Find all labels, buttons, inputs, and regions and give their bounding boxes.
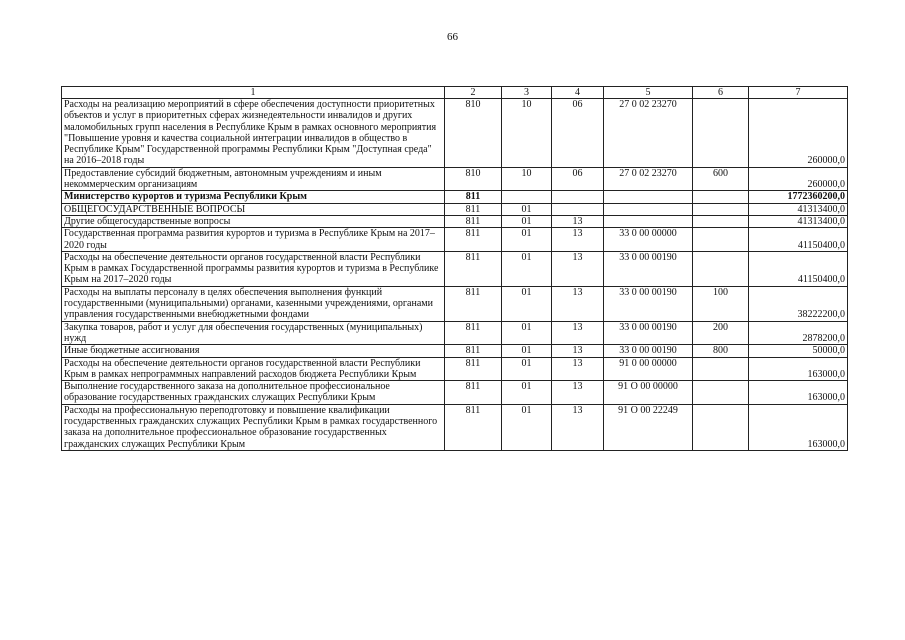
table-row [62,286,848,321]
code-cell: 811 [445,357,502,381]
name-cell: Расходы на реализацию мероприятий в сфере обеспечения доступности приоритетных объектов и услуг в приоритетных сферах жизнедеятельности инвалидов и других маломобильных групп населения в Республике Крым в рамках основного мероприятия "Повышение уровня и качества социальной интеграции инвалидов в общество в Республике Крым" Государственной программы Республики Крым "Доступная среда" на 2016–2018 годы [62,99,445,168]
name-cell: Расходы на профессиональную переподготовку и повышение квалификации государственных гражданских служащих Республики Крым в рамках государственного заказа на дополнительное профессиональное образование государственных гражданских служащих Республики Крым [62,404,445,450]
amount-cell: 163000,0 [749,381,848,405]
code-cell: 810 [445,99,502,168]
subsection-cell [552,191,604,203]
section-cell: 01 [502,321,552,345]
column-header-5: 5 [604,87,693,99]
name-cell: Государственная программа развития курортов и туризма в Республике Крым на 2017–2020 годы [62,228,445,252]
expense-type-cell [693,215,749,227]
table-row [62,99,848,168]
code-cell: 811 [445,191,502,203]
target-article-cell [604,215,693,227]
amount-cell: 1772360200,0 [749,191,848,203]
name-cell: Другие общегосударственные вопросы [62,215,445,227]
name-cell: Иные бюджетные ассигнования [62,345,445,357]
subsection-cell: 13 [552,321,604,345]
subsection-cell: 13 [552,381,604,405]
expense-type-cell [693,191,749,203]
section-cell: 01 [502,357,552,381]
code-cell: 811 [445,215,502,227]
target-article-cell: 33 0 00 00190 [604,345,693,357]
subsection-cell: 13 [552,286,604,321]
amount-cell: 38222200,0 [749,286,848,321]
section-cell: 01 [502,228,552,252]
subsection-cell: 13 [552,404,604,450]
expense-type-cell [693,228,749,252]
section-cell [502,191,552,203]
amount-cell: 50000,0 [749,345,848,357]
code-cell: 811 [445,286,502,321]
table-row [62,345,848,357]
name-cell: Расходы на выплаты персоналу в целях обеспечения выполнения функций государственными (муниципальными) органами, казенными учреждениями, органами управления государственными внебюджетными фондами [62,286,445,321]
column-header-4: 4 [552,87,604,99]
table-row [62,167,848,191]
column-header-2: 2 [445,87,502,99]
table-row [62,404,848,450]
section-cell: 01 [502,286,552,321]
name-cell: Расходы на обеспечение деятельности органов государственной власти Республики Крым в рамках непрограммных направлений расходов бюджета Республики Крым [62,357,445,381]
expense-type-cell: 800 [693,345,749,357]
table-row [62,321,848,345]
target-article-cell [604,191,693,203]
name-cell: Министерство курортов и туризма Республики Крым [62,191,445,203]
target-article-cell: 91 О 00 00000 [604,381,693,405]
expense-type-cell [693,203,749,215]
section-cell: 01 [502,215,552,227]
section-cell: 01 [502,381,552,405]
code-cell: 811 [445,321,502,345]
subsection-cell: 13 [552,357,604,381]
column-header-7: 7 [749,87,848,99]
table-body [62,87,848,451]
code-cell: 811 [445,381,502,405]
amount-cell: 41150400,0 [749,228,848,252]
code-cell: 811 [445,228,502,252]
header-row [62,87,848,99]
subsection-cell: 13 [552,215,604,227]
expense-type-cell: 600 [693,167,749,191]
subsection-cell [552,203,604,215]
table-row [62,357,848,381]
target-article-cell: 33 0 00 00190 [604,286,693,321]
subsection-cell: 06 [552,99,604,168]
table-row [62,228,848,252]
code-cell: 811 [445,251,502,286]
expense-type-cell [693,251,749,286]
budget-table [61,86,848,451]
section-cell: 01 [502,251,552,286]
name-cell: Предоставление субсидий бюджетным, автономным учреждениям и иным некоммерческим организациям [62,167,445,191]
section-cell: 10 [502,99,552,168]
amount-cell: 260000,0 [749,99,848,168]
table-row [62,381,848,405]
expense-type-cell [693,357,749,381]
amount-cell: 41313400,0 [749,215,848,227]
code-cell: 811 [445,203,502,215]
column-header-1: 1 [62,87,445,99]
target-article-cell [604,203,693,215]
table-row [62,215,848,227]
column-header-3: 3 [502,87,552,99]
amount-cell: 2878200,0 [749,321,848,345]
subsection-cell: 13 [552,251,604,286]
name-cell: Расходы на обеспечение деятельности органов государственной власти Республики Крым в рамках Государственной программы развития курортов и туризма в Республике Крым на 2017–2020 годы [62,251,445,286]
expense-type-cell [693,404,749,450]
subsection-cell: 13 [552,345,604,357]
amount-cell: 163000,0 [749,404,848,450]
expense-type-cell [693,381,749,405]
section-cell: 01 [502,404,552,450]
section-cell: 01 [502,345,552,357]
target-article-cell: 33 0 00 00190 [604,251,693,286]
name-cell: Выполнение государственного заказа на дополнительное профессиональное образование государственных гражданских служащих Республики Крым [62,381,445,405]
table-row [62,191,848,203]
code-cell: 811 [445,404,502,450]
target-article-cell: 33 0 00 00000 [604,228,693,252]
table-row [62,203,848,215]
section-cell: 01 [502,203,552,215]
expense-type-cell [693,99,749,168]
code-cell: 810 [445,167,502,191]
table-row [62,251,848,286]
name-cell: Закупка товаров, работ и услуг для обеспечения государственных (муниципальных) нужд [62,321,445,345]
amount-cell: 163000,0 [749,357,848,381]
subsection-cell: 13 [552,228,604,252]
expense-type-cell: 100 [693,286,749,321]
target-article-cell: 91 О 00 22249 [604,404,693,450]
amount-cell: 260000,0 [749,167,848,191]
column-header-6: 6 [693,87,749,99]
code-cell: 811 [445,345,502,357]
target-article-cell: 33 0 00 00190 [604,321,693,345]
amount-cell: 41150400,0 [749,251,848,286]
name-cell: ОБЩЕГОСУДАРСТВЕННЫЕ ВОПРОСЫ [62,203,445,215]
page-number: 66 [447,31,458,43]
subsection-cell: 06 [552,167,604,191]
target-article-cell: 91 0 00 00000 [604,357,693,381]
expense-type-cell: 200 [693,321,749,345]
section-cell: 10 [502,167,552,191]
target-article-cell: 27 0 02 23270 [604,99,693,168]
amount-cell: 41313400,0 [749,203,848,215]
target-article-cell: 27 0 02 23270 [604,167,693,191]
